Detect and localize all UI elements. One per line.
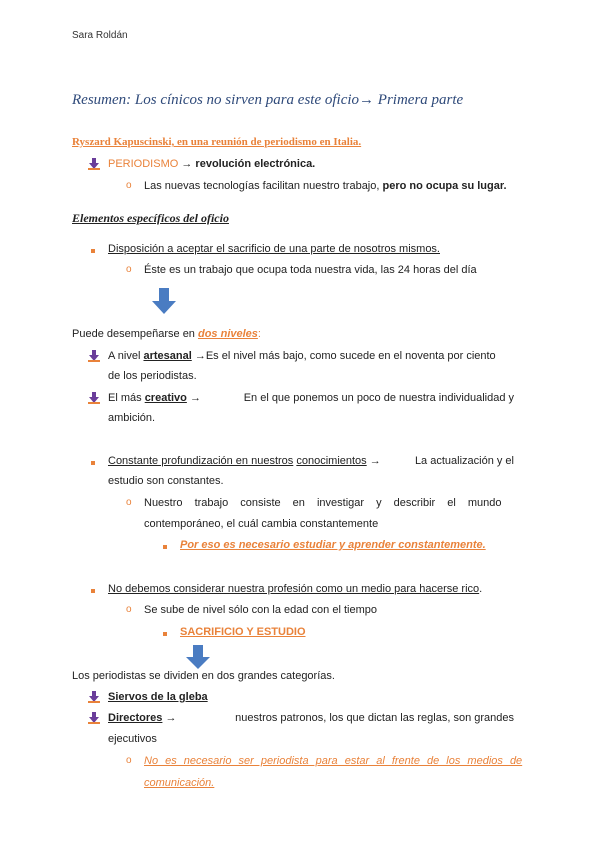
- profundizacion-item: [108, 455, 514, 467]
- arrow-right-icon: →: [181, 158, 193, 170]
- directores-term: Directores: [108, 712, 163, 724]
- profundizacion-term: conocimientos: [296, 455, 367, 467]
- categorias-intro: Los periodistas se dividen en dos grandes categorías.: [72, 670, 335, 682]
- arrow-bullet-icon: [88, 712, 100, 724]
- title-arrow-icon: →: [359, 92, 375, 108]
- down-arrow-icon: [186, 645, 210, 669]
- no-necesario-cont: comunicación.: [144, 777, 215, 789]
- trabajo-vida-item: Éste es un trabajo que ocupa toda nuestra vida, las 24 horas del día: [144, 264, 477, 276]
- estudiar-note: Por eso es necesario estudiar y aprender constantemente.: [180, 539, 486, 551]
- nivel-creativo-desc: En el que ponemos un poco de nuestra individualidad y: [243, 392, 514, 404]
- tecnologias-bold: pero no ocupa su lugar.: [382, 180, 507, 192]
- arrow-right-icon: →: [194, 350, 206, 362]
- arrow-right-icon: →: [189, 392, 201, 404]
- no-rico-item: [108, 583, 482, 595]
- tecnologias-text: Las nuevas tecnologías facilitan nuestro trabajo,: [144, 180, 383, 192]
- title-suffix: Primera parte: [377, 92, 464, 108]
- sube-nivel-item: Se sube de nivel sólo con la edad con el tiempo: [144, 604, 377, 616]
- sacrificio-item: Disposición a aceptar el sacrificio de una parte de nosotros mismos.: [108, 243, 440, 255]
- title-text: Resumen: Los cínicos no sirven para este oficio: [72, 92, 360, 108]
- document-title: [72, 92, 463, 109]
- circle-bullet-icon: o: [126, 264, 132, 275]
- periodismo-item: [108, 158, 315, 170]
- nivel-artesanal-term: artesanal: [143, 350, 192, 362]
- arrow-right-icon: →: [165, 712, 177, 724]
- no-necesario-item: [144, 755, 523, 767]
- periodismo-arrow-text: revolución electrónica.: [195, 158, 316, 170]
- square-bullet-icon: [91, 461, 95, 465]
- profundizacion-cont: estudio son constantes.: [108, 475, 224, 487]
- square-bullet-icon: [91, 589, 95, 593]
- tecnologias-item: [144, 180, 507, 192]
- directores-item: [108, 712, 514, 724]
- directores-desc: nuestros patronos, los que dictan las reglas, son grandes: [235, 712, 514, 724]
- investigar-item: [144, 497, 514, 509]
- down-arrow-icon: [152, 288, 176, 314]
- niveles-intro: [72, 328, 261, 340]
- circle-bullet-icon: o: [126, 497, 132, 508]
- arrow-bullet-icon: [88, 158, 100, 170]
- nivel-artesanal-cont: de los periodistas.: [108, 370, 197, 382]
- circle-bullet-icon: o: [126, 180, 132, 191]
- circle-bullet-icon: o: [126, 755, 132, 766]
- niveles-colon: :: [257, 328, 261, 340]
- investigar-text: Nuestro trabajo consiste en investigar y describir el mundo: [144, 497, 502, 509]
- arrow-bullet-icon: [88, 392, 100, 404]
- nivel-artesanal-item: [108, 350, 496, 362]
- square-bullet-icon: [163, 545, 167, 549]
- arrow-bullet-icon: [88, 691, 100, 703]
- sacrificio-estudio-note: SACRIFICIO Y ESTUDIO: [180, 626, 306, 638]
- page-header-author: Sara Roldán: [72, 30, 128, 41]
- investigar-cont: contemporáneo, el cuál cambia constantemente: [144, 518, 379, 530]
- circle-bullet-icon: o: [126, 604, 132, 615]
- niveles-highlight: dos niveles: [197, 328, 258, 340]
- no-necesario-text: No es necesario ser periodista para estar al frente de los medios de: [144, 755, 523, 767]
- directores-cont: ejecutivos: [108, 733, 157, 745]
- nivel-creativo-cont: ambición.: [108, 412, 156, 424]
- no-rico-end: .: [479, 583, 483, 595]
- square-bullet-icon: [163, 632, 167, 636]
- source-line: Ryszard Kapuscinski, en una reunión de periodismo en Italia.: [72, 136, 362, 148]
- siervos-item: Siervos de la gleba: [108, 691, 208, 703]
- nivel-creativo-item: [108, 392, 514, 404]
- profundizacion-desc: La actualización y el: [414, 455, 514, 467]
- profundizacion-text: Constante profundización en nuestros: [108, 455, 294, 467]
- square-bullet-icon: [91, 249, 95, 253]
- nivel-creativo-prefix: El más: [108, 392, 145, 404]
- nivel-artesanal-desc: Es el nivel más bajo, como sucede en el noventa por ciento: [205, 350, 496, 362]
- arrow-right-icon: →: [369, 455, 381, 467]
- niveles-intro-text: Puede desempeñarse en: [72, 328, 198, 340]
- section-title-elementos: Elementos específicos del oficio: [72, 211, 229, 225]
- periodismo-label: PERIODISMO: [108, 158, 179, 170]
- nivel-creativo-term: creativo: [144, 392, 187, 404]
- nivel-artesanal-prefix: A nivel: [108, 350, 144, 362]
- no-rico-text: No debemos considerar nuestra profesión como un medio para hacerse rico: [108, 583, 480, 595]
- arrow-bullet-icon: [88, 350, 100, 362]
